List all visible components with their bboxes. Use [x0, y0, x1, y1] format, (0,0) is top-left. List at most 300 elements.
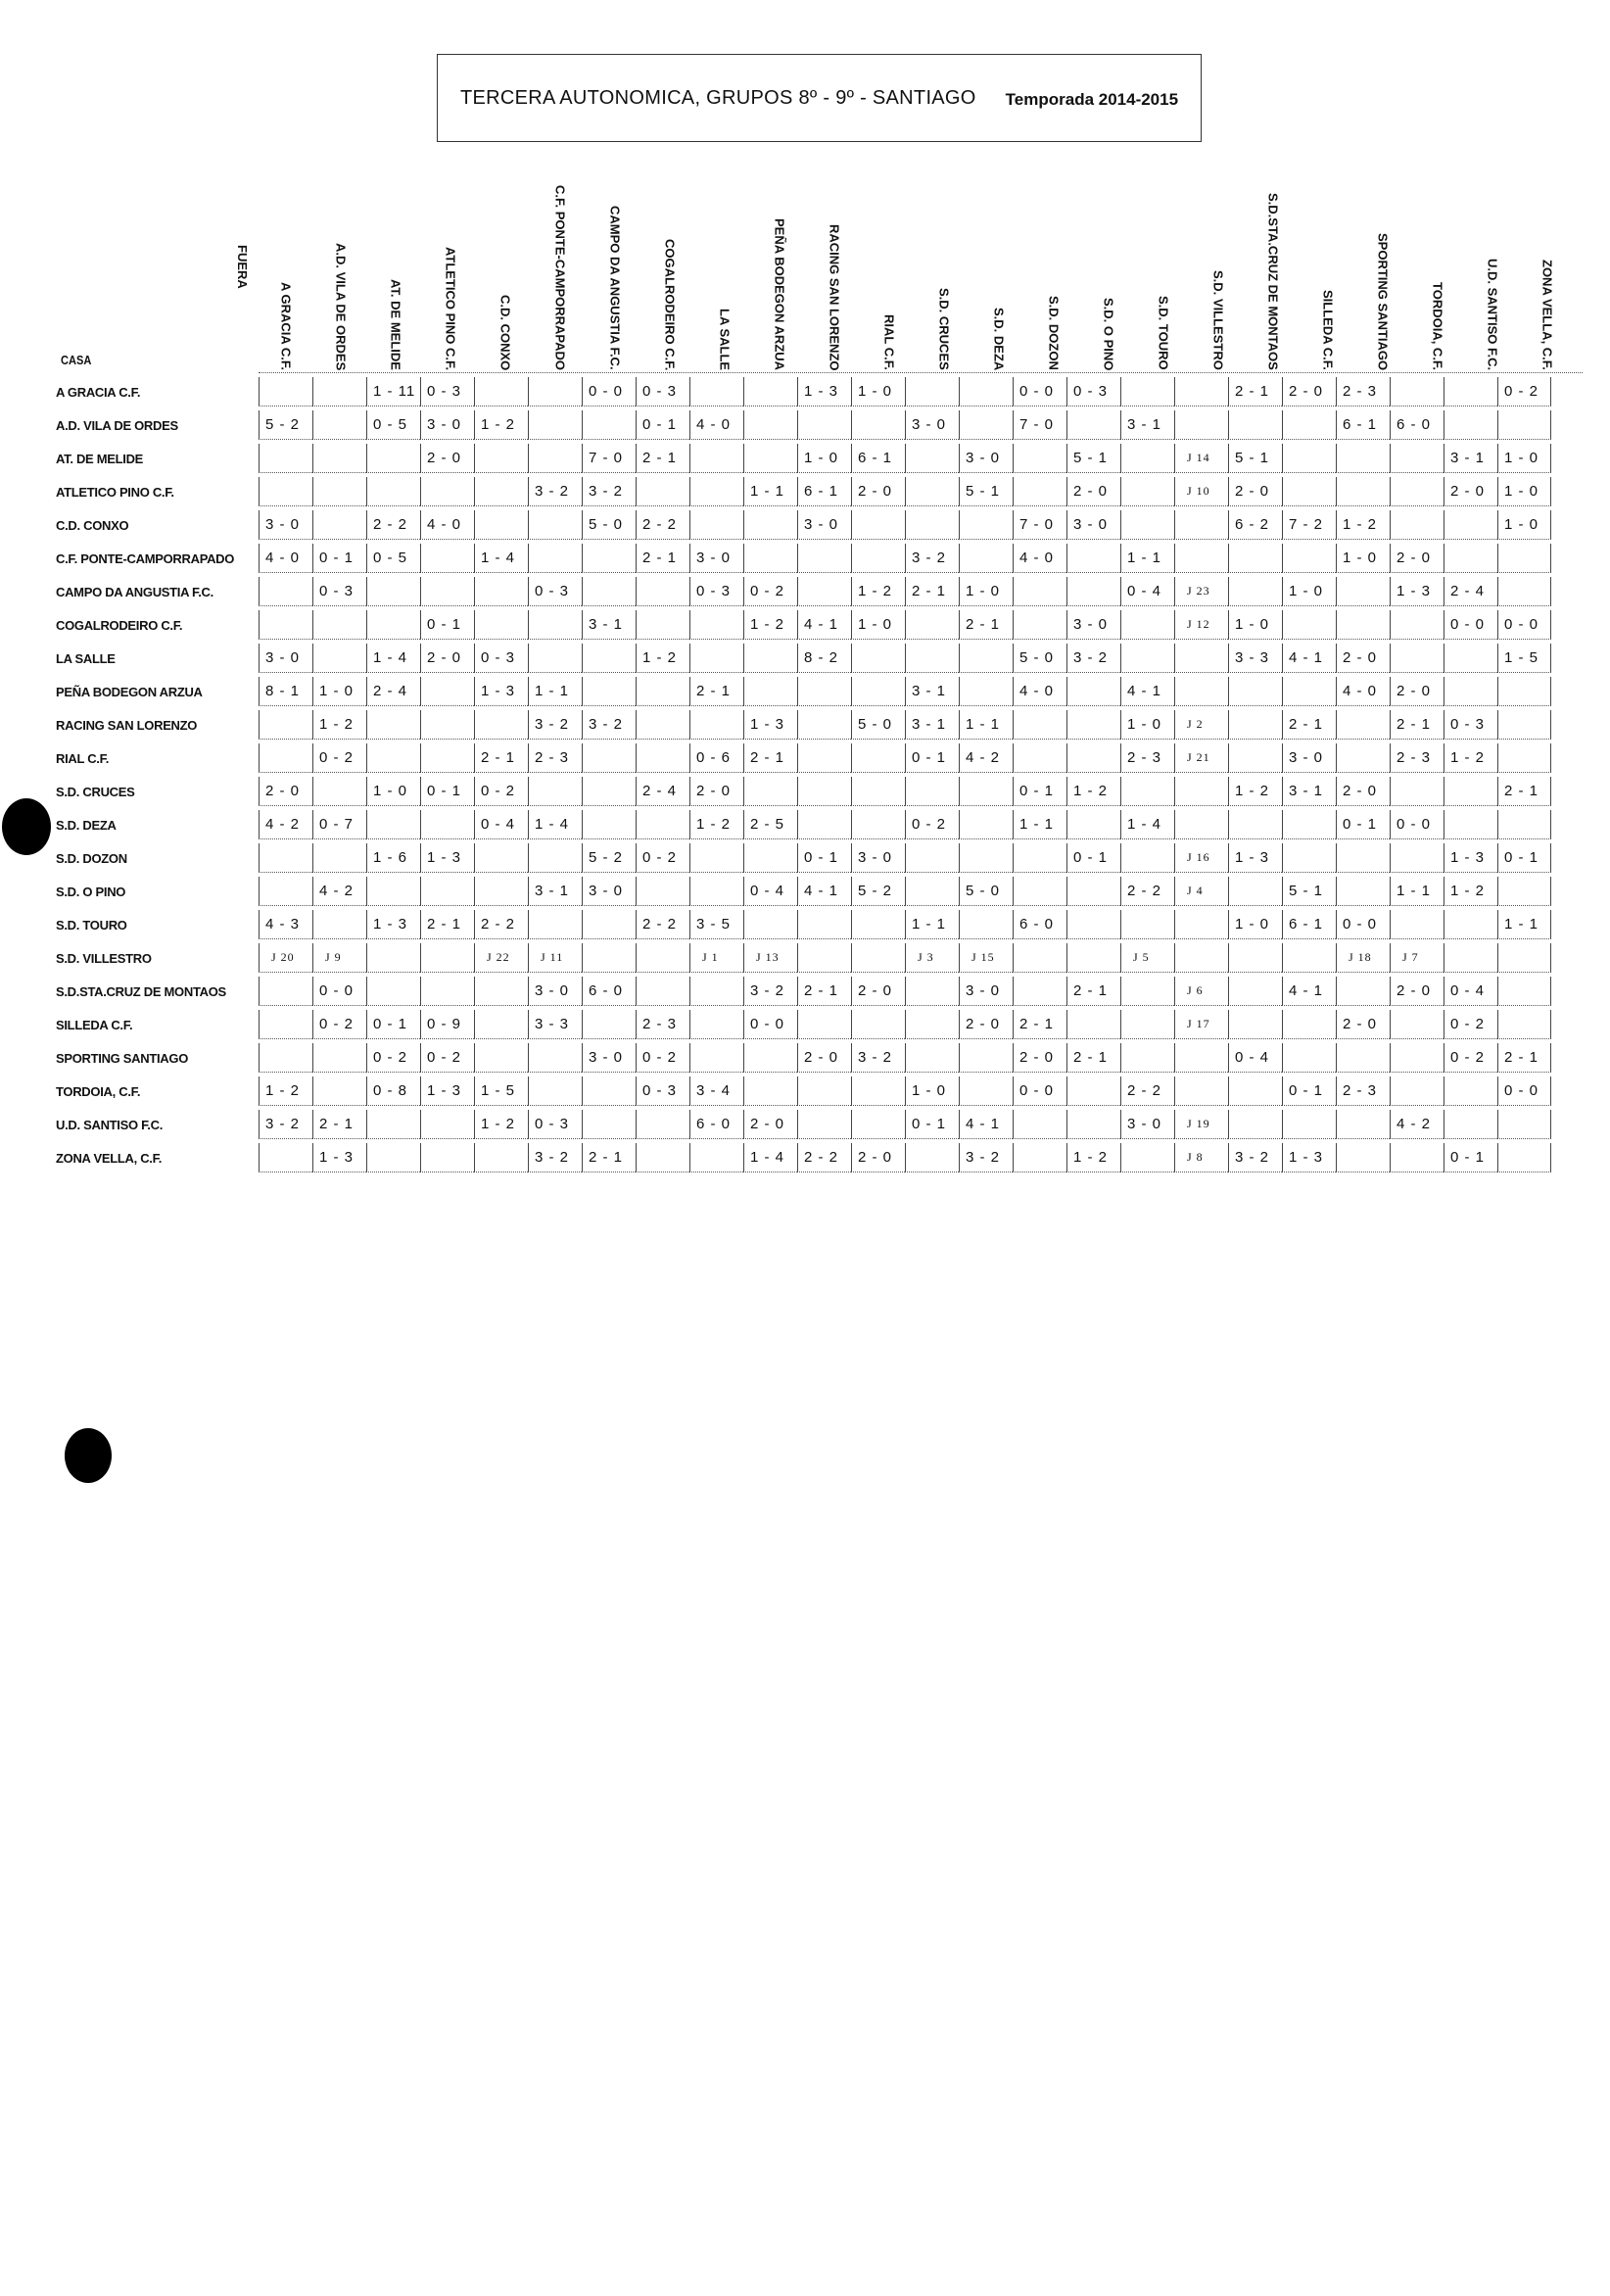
score-cell: [366, 444, 420, 473]
score-cell: 1 - 0: [1120, 710, 1174, 740]
score-cell: 4 - 1: [797, 877, 851, 906]
score-cell: 6 - 1: [797, 477, 851, 506]
column-header: [1301, 157, 1355, 370]
score-cell: 3 - 2: [259, 1110, 312, 1139]
table-row: [56, 841, 1551, 875]
score-cell: 4 - 0: [259, 544, 312, 573]
score-cell: [1282, 477, 1336, 506]
table-row: [56, 1008, 1551, 1041]
score-cell: [905, 1143, 959, 1172]
score-cell: 1 - 1: [743, 477, 797, 506]
home-team-label: SILLEDA C.F.: [56, 1017, 133, 1032]
score-cell: [959, 810, 1013, 839]
score-cell: [1120, 444, 1174, 473]
score-cell: 0 - 1: [366, 1010, 420, 1039]
score-cell: 2 - 0: [1228, 477, 1282, 506]
score-cell: 1 - 0: [905, 1076, 959, 1106]
table-row: [56, 442, 1551, 475]
column-header: [478, 157, 533, 370]
score-cell: 3 - 1: [1282, 777, 1336, 806]
matchday-cell: J 12: [1174, 610, 1228, 640]
score-cell: 1 - 2: [1066, 1143, 1120, 1172]
score-cell: [689, 1143, 743, 1172]
score-cell: 0 - 3: [1066, 377, 1120, 407]
score-cell: 3 - 5: [689, 910, 743, 939]
score-cell: 1 - 0: [1336, 544, 1390, 573]
score-cell: [474, 577, 528, 606]
score-cell: [851, 410, 905, 440]
score-cell: [474, 444, 528, 473]
score-cell: 2 - 1: [636, 544, 689, 573]
score-cell: 3 - 2: [851, 1043, 905, 1073]
score-cell: 2 - 0: [743, 1110, 797, 1139]
score-cell: [1336, 477, 1390, 506]
score-cell: [797, 677, 851, 706]
score-cell: 2 - 0: [420, 444, 474, 473]
score-cell: 0 - 5: [366, 410, 420, 440]
score-cell: [259, 710, 312, 740]
score-cell: 1 - 1: [1013, 810, 1066, 839]
score-cell: [259, 377, 312, 407]
score-cell: [689, 877, 743, 906]
home-team-label: S.D. CRUCES: [56, 784, 135, 799]
home-team-label: S.D.STA.CRUZ DE MONTAOS: [56, 983, 226, 999]
score-cell: [1174, 777, 1228, 806]
score-cell: 0 - 4: [1120, 577, 1174, 606]
score-cell: 1 - 1: [1390, 877, 1444, 906]
score-cell: [1497, 1010, 1551, 1039]
score-cell: [1066, 677, 1120, 706]
season-label: Temporada 2014-2015: [1005, 90, 1179, 109]
score-cell: 1 - 1: [1120, 544, 1174, 573]
score-cell: [1120, 610, 1174, 640]
score-cell: 2 - 3: [1390, 743, 1444, 773]
score-cell: 2 - 0: [1336, 644, 1390, 673]
score-cell: [743, 410, 797, 440]
score-cell: [743, 510, 797, 540]
score-cell: 0 - 2: [1444, 1043, 1497, 1073]
score-cell: 4 - 2: [1390, 1110, 1444, 1139]
score-cell: [366, 577, 420, 606]
score-cell: 1 - 11: [366, 377, 420, 407]
score-cell: 2 - 2: [1120, 877, 1174, 906]
score-cell: 4 - 0: [1336, 677, 1390, 706]
table-row: [56, 808, 1551, 841]
score-cell: 2 - 0: [1336, 777, 1390, 806]
score-cell: 0 - 6: [689, 743, 743, 773]
score-cell: 1 - 0: [797, 444, 851, 473]
column-header-label: PEÑA BODEGON ARZUA: [772, 217, 787, 370]
score-cell: [1336, 710, 1390, 740]
score-cell: [420, 810, 474, 839]
matchday-cell: J 1: [689, 943, 743, 973]
score-cell: [905, 777, 959, 806]
score-cell: [366, 477, 420, 506]
score-cell: [1282, 943, 1336, 973]
score-cell: 1 - 3: [1390, 577, 1444, 606]
score-cell: [420, 710, 474, 740]
score-cell: [743, 1043, 797, 1073]
table-row: [56, 642, 1551, 675]
score-cell: [312, 510, 366, 540]
score-cell: 1 - 2: [1228, 777, 1282, 806]
score-cell: [1497, 877, 1551, 906]
score-cell: [420, 1110, 474, 1139]
score-cell: [528, 444, 582, 473]
score-cell: [1390, 477, 1444, 506]
score-cell: [689, 477, 743, 506]
score-cell: [1497, 410, 1551, 440]
score-cell: [1066, 810, 1120, 839]
score-cell: [1497, 743, 1551, 773]
score-cell: [1336, 743, 1390, 773]
score-cell: 0 - 2: [743, 577, 797, 606]
score-cell: [528, 777, 582, 806]
score-cell: 3 - 2: [959, 1143, 1013, 1172]
score-cell: [959, 677, 1013, 706]
column-header: [971, 157, 1026, 370]
score-cell: 1 - 2: [312, 710, 366, 740]
matchday-cell: J 6: [1174, 977, 1228, 1006]
score-cell: [1013, 743, 1066, 773]
score-cell: [259, 477, 312, 506]
score-cell: 8 - 2: [797, 644, 851, 673]
column-header-label: A GRACIA C.F.: [278, 281, 294, 370]
score-cell: [1282, 677, 1336, 706]
score-cell: 3 - 0: [1066, 510, 1120, 540]
score-cell: 2 - 0: [797, 1043, 851, 1073]
score-cell: 2 - 1: [1013, 1010, 1066, 1039]
score-cell: [689, 444, 743, 473]
score-cell: [1444, 777, 1497, 806]
score-cell: 5 - 0: [959, 877, 1013, 906]
results-table: [56, 375, 1551, 1174]
score-cell: [259, 444, 312, 473]
score-cell: [1336, 1043, 1390, 1073]
score-cell: [312, 777, 366, 806]
score-cell: [689, 977, 743, 1006]
score-cell: [851, 544, 905, 573]
score-cell: 0 - 0: [312, 977, 366, 1006]
score-cell: [1390, 377, 1444, 407]
score-cell: [1282, 843, 1336, 873]
score-cell: [582, 410, 636, 440]
score-cell: [1013, 1143, 1066, 1172]
score-cell: [743, 910, 797, 939]
column-header-label: CAMPO DA ANGUSTIA F.C.: [607, 206, 623, 370]
score-cell: [1174, 910, 1228, 939]
matchday-cell: J 23: [1174, 577, 1228, 606]
score-cell: 0 - 9: [420, 1010, 474, 1039]
score-cell: [582, 810, 636, 839]
score-cell: 0 - 4: [743, 877, 797, 906]
score-cell: [743, 644, 797, 673]
score-cell: 1 - 2: [636, 644, 689, 673]
score-cell: [1174, 810, 1228, 839]
score-cell: 1 - 2: [474, 410, 528, 440]
score-cell: 0 - 1: [420, 777, 474, 806]
score-cell: 2 - 1: [1497, 1043, 1551, 1073]
score-cell: 0 - 1: [797, 843, 851, 873]
home-axis-label: CASA: [61, 353, 92, 367]
score-cell: 0 - 0: [1444, 610, 1497, 640]
score-cell: [1444, 544, 1497, 573]
matchday-cell: J 14: [1174, 444, 1228, 473]
score-cell: 5 - 0: [582, 510, 636, 540]
score-cell: [905, 477, 959, 506]
score-cell: [1390, 644, 1444, 673]
score-cell: 3 - 2: [905, 544, 959, 573]
score-cell: [259, 1143, 312, 1172]
score-cell: [851, 777, 905, 806]
score-cell: 1 - 0: [851, 377, 905, 407]
score-cell: [312, 843, 366, 873]
score-cell: [312, 410, 366, 440]
score-cell: [1228, 810, 1282, 839]
score-cell: [312, 477, 366, 506]
score-cell: 2 - 1: [582, 1143, 636, 1172]
score-cell: [1282, 1043, 1336, 1073]
score-cell: 1 - 2: [1444, 743, 1497, 773]
score-cell: [1066, 544, 1120, 573]
score-cell: 4 - 1: [797, 610, 851, 640]
score-cell: [1066, 743, 1120, 773]
score-cell: [1013, 710, 1066, 740]
matchday-cell: J 9: [312, 943, 366, 973]
score-cell: [689, 610, 743, 640]
score-cell: [582, 644, 636, 673]
score-cell: [689, 843, 743, 873]
score-cell: 2 - 2: [636, 910, 689, 939]
score-cell: [959, 1043, 1013, 1073]
score-cell: [1336, 843, 1390, 873]
score-cell: 1 - 3: [1444, 843, 1497, 873]
score-cell: [1228, 977, 1282, 1006]
score-cell: 1 - 0: [959, 577, 1013, 606]
matchday-cell: J 19: [1174, 1110, 1228, 1139]
score-cell: 1 - 0: [1228, 910, 1282, 939]
score-cell: [959, 510, 1013, 540]
score-cell: [851, 510, 905, 540]
score-cell: [1282, 610, 1336, 640]
score-cell: [1013, 577, 1066, 606]
score-cell: 4 - 1: [1282, 977, 1336, 1006]
score-cell: [1228, 743, 1282, 773]
score-cell: [1497, 677, 1551, 706]
score-cell: 3 - 2: [1228, 1143, 1282, 1172]
score-cell: 0 - 1: [905, 1110, 959, 1139]
score-cell: [959, 544, 1013, 573]
score-cell: [1282, 544, 1336, 573]
score-cell: [474, 877, 528, 906]
score-cell: 2 - 1: [797, 977, 851, 1006]
score-cell: [689, 644, 743, 673]
score-cell: 1 - 5: [1497, 644, 1551, 673]
table-row: [56, 908, 1551, 941]
score-cell: [797, 810, 851, 839]
score-cell: 6 - 0: [1390, 410, 1444, 440]
score-cell: 3 - 0: [959, 977, 1013, 1006]
score-cell: 2 - 1: [1228, 377, 1282, 407]
score-cell: 1 - 2: [851, 577, 905, 606]
score-cell: [959, 910, 1013, 939]
column-header: [697, 157, 752, 370]
score-cell: 0 - 2: [366, 1043, 420, 1073]
score-cell: [905, 1010, 959, 1039]
score-cell: [636, 877, 689, 906]
score-cell: 2 - 1: [1390, 710, 1444, 740]
home-team-label: AT. DE MELIDE: [56, 451, 144, 466]
score-cell: [474, 1010, 528, 1039]
score-cell: [1497, 710, 1551, 740]
score-cell: [1120, 910, 1174, 939]
score-cell: [1013, 444, 1066, 473]
score-cell: [1120, 1143, 1174, 1172]
score-cell: 2 - 3: [1120, 743, 1174, 773]
score-cell: 3 - 1: [1120, 410, 1174, 440]
score-cell: [259, 577, 312, 606]
score-cell: [797, 1010, 851, 1039]
score-cell: 0 - 0: [582, 377, 636, 407]
column-header-label: ATLETICO PINO C.F.: [443, 246, 458, 370]
score-cell: [474, 477, 528, 506]
score-cell: [905, 444, 959, 473]
score-cell: [366, 710, 420, 740]
score-cell: [1120, 644, 1174, 673]
score-cell: [905, 644, 959, 673]
score-cell: [528, 910, 582, 939]
score-cell: 3 - 0: [259, 644, 312, 673]
score-cell: 0 - 1: [905, 743, 959, 773]
score-cell: [905, 377, 959, 407]
score-cell: [636, 710, 689, 740]
score-cell: 0 - 3: [1444, 710, 1497, 740]
score-cell: 1 - 3: [474, 677, 528, 706]
score-cell: 2 - 0: [1444, 477, 1497, 506]
score-cell: [1066, 410, 1120, 440]
column-header-label: S.D. DEZA: [991, 307, 1007, 370]
score-cell: [366, 610, 420, 640]
score-cell: 1 - 4: [366, 644, 420, 673]
score-cell: 2 - 0: [420, 644, 474, 673]
score-cell: [743, 843, 797, 873]
score-cell: 0 - 2: [905, 810, 959, 839]
score-cell: 0 - 4: [1228, 1043, 1282, 1073]
score-cell: [797, 777, 851, 806]
score-cell: [1174, 943, 1228, 973]
score-cell: [420, 677, 474, 706]
score-cell: 0 - 3: [528, 577, 582, 606]
score-cell: [259, 1043, 312, 1073]
score-cell: [1120, 1043, 1174, 1073]
score-cell: 3 - 2: [528, 710, 582, 740]
score-cell: [1336, 877, 1390, 906]
column-header-label: ZONA VELLA, C.F.: [1539, 260, 1555, 370]
score-cell: [1444, 1076, 1497, 1106]
score-cell: [1282, 444, 1336, 473]
score-cell: 2 - 0: [1066, 477, 1120, 506]
score-cell: [905, 510, 959, 540]
home-team-label: ZONA VELLA, C.F.: [56, 1150, 163, 1166]
score-cell: [1390, 510, 1444, 540]
table-row: [56, 775, 1551, 808]
score-cell: 1 - 5: [474, 1076, 528, 1106]
column-header-label: S.D. CRUCES: [936, 288, 952, 370]
score-cell: 2 - 1: [312, 1110, 366, 1139]
matchday-cell: J 22: [474, 943, 528, 973]
score-cell: 0 - 0: [743, 1010, 797, 1039]
column-header-label: AT. DE MELIDE: [388, 279, 403, 370]
table-row: [56, 542, 1551, 575]
score-cell: 0 - 0: [1013, 377, 1066, 407]
score-cell: 1 - 1: [528, 677, 582, 706]
matchday-cell: J 4: [1174, 877, 1228, 906]
score-cell: 0 - 1: [1282, 1076, 1336, 1106]
score-cell: [1174, 1043, 1228, 1073]
score-cell: 2 - 3: [1336, 377, 1390, 407]
score-cell: [1228, 410, 1282, 440]
score-cell: [636, 810, 689, 839]
score-cell: 0 - 2: [636, 1043, 689, 1073]
score-cell: [1120, 777, 1174, 806]
score-cell: 2 - 0: [689, 777, 743, 806]
score-cell: 3 - 0: [905, 410, 959, 440]
score-cell: [636, 943, 689, 973]
column-header-label: S.D.STA.CRUZ DE MONTAOS: [1265, 193, 1281, 370]
score-cell: [259, 877, 312, 906]
column-header-label: C.F. PONTE-CAMPORRAPADO: [552, 185, 568, 370]
home-team-label: ATLETICO PINO C.F.: [56, 484, 174, 500]
score-cell: 2 - 4: [366, 677, 420, 706]
column-headers: [259, 157, 1575, 370]
score-cell: [1174, 510, 1228, 540]
matchday-cell: J 7: [1390, 943, 1444, 973]
score-cell: [1228, 677, 1282, 706]
matchday-cell: J 8: [1174, 1143, 1228, 1172]
score-cell: [1497, 577, 1551, 606]
score-cell: 3 - 0: [1282, 743, 1336, 773]
score-cell: [312, 610, 366, 640]
table-row: [56, 875, 1551, 908]
score-cell: 5 - 2: [851, 877, 905, 906]
score-cell: [797, 910, 851, 939]
score-cell: 2 - 0: [1390, 544, 1444, 573]
score-cell: [1390, 1143, 1444, 1172]
score-cell: [582, 910, 636, 939]
score-cell: [420, 577, 474, 606]
score-cell: [689, 1010, 743, 1039]
score-cell: [1013, 943, 1066, 973]
score-cell: [797, 1110, 851, 1139]
score-cell: [689, 710, 743, 740]
score-cell: [636, 743, 689, 773]
score-cell: [1444, 810, 1497, 839]
matchday-cell: J 11: [528, 943, 582, 973]
score-cell: [582, 743, 636, 773]
score-cell: [1336, 1143, 1390, 1172]
table-row: [56, 508, 1551, 542]
score-cell: 1 - 3: [420, 1076, 474, 1106]
score-cell: 4 - 0: [689, 410, 743, 440]
table-row: [56, 375, 1551, 408]
score-cell: 1 - 2: [474, 1110, 528, 1139]
score-cell: [743, 777, 797, 806]
column-header: [423, 157, 478, 370]
score-cell: [259, 610, 312, 640]
score-cell: [582, 1110, 636, 1139]
score-cell: [1390, 1010, 1444, 1039]
score-cell: [259, 977, 312, 1006]
